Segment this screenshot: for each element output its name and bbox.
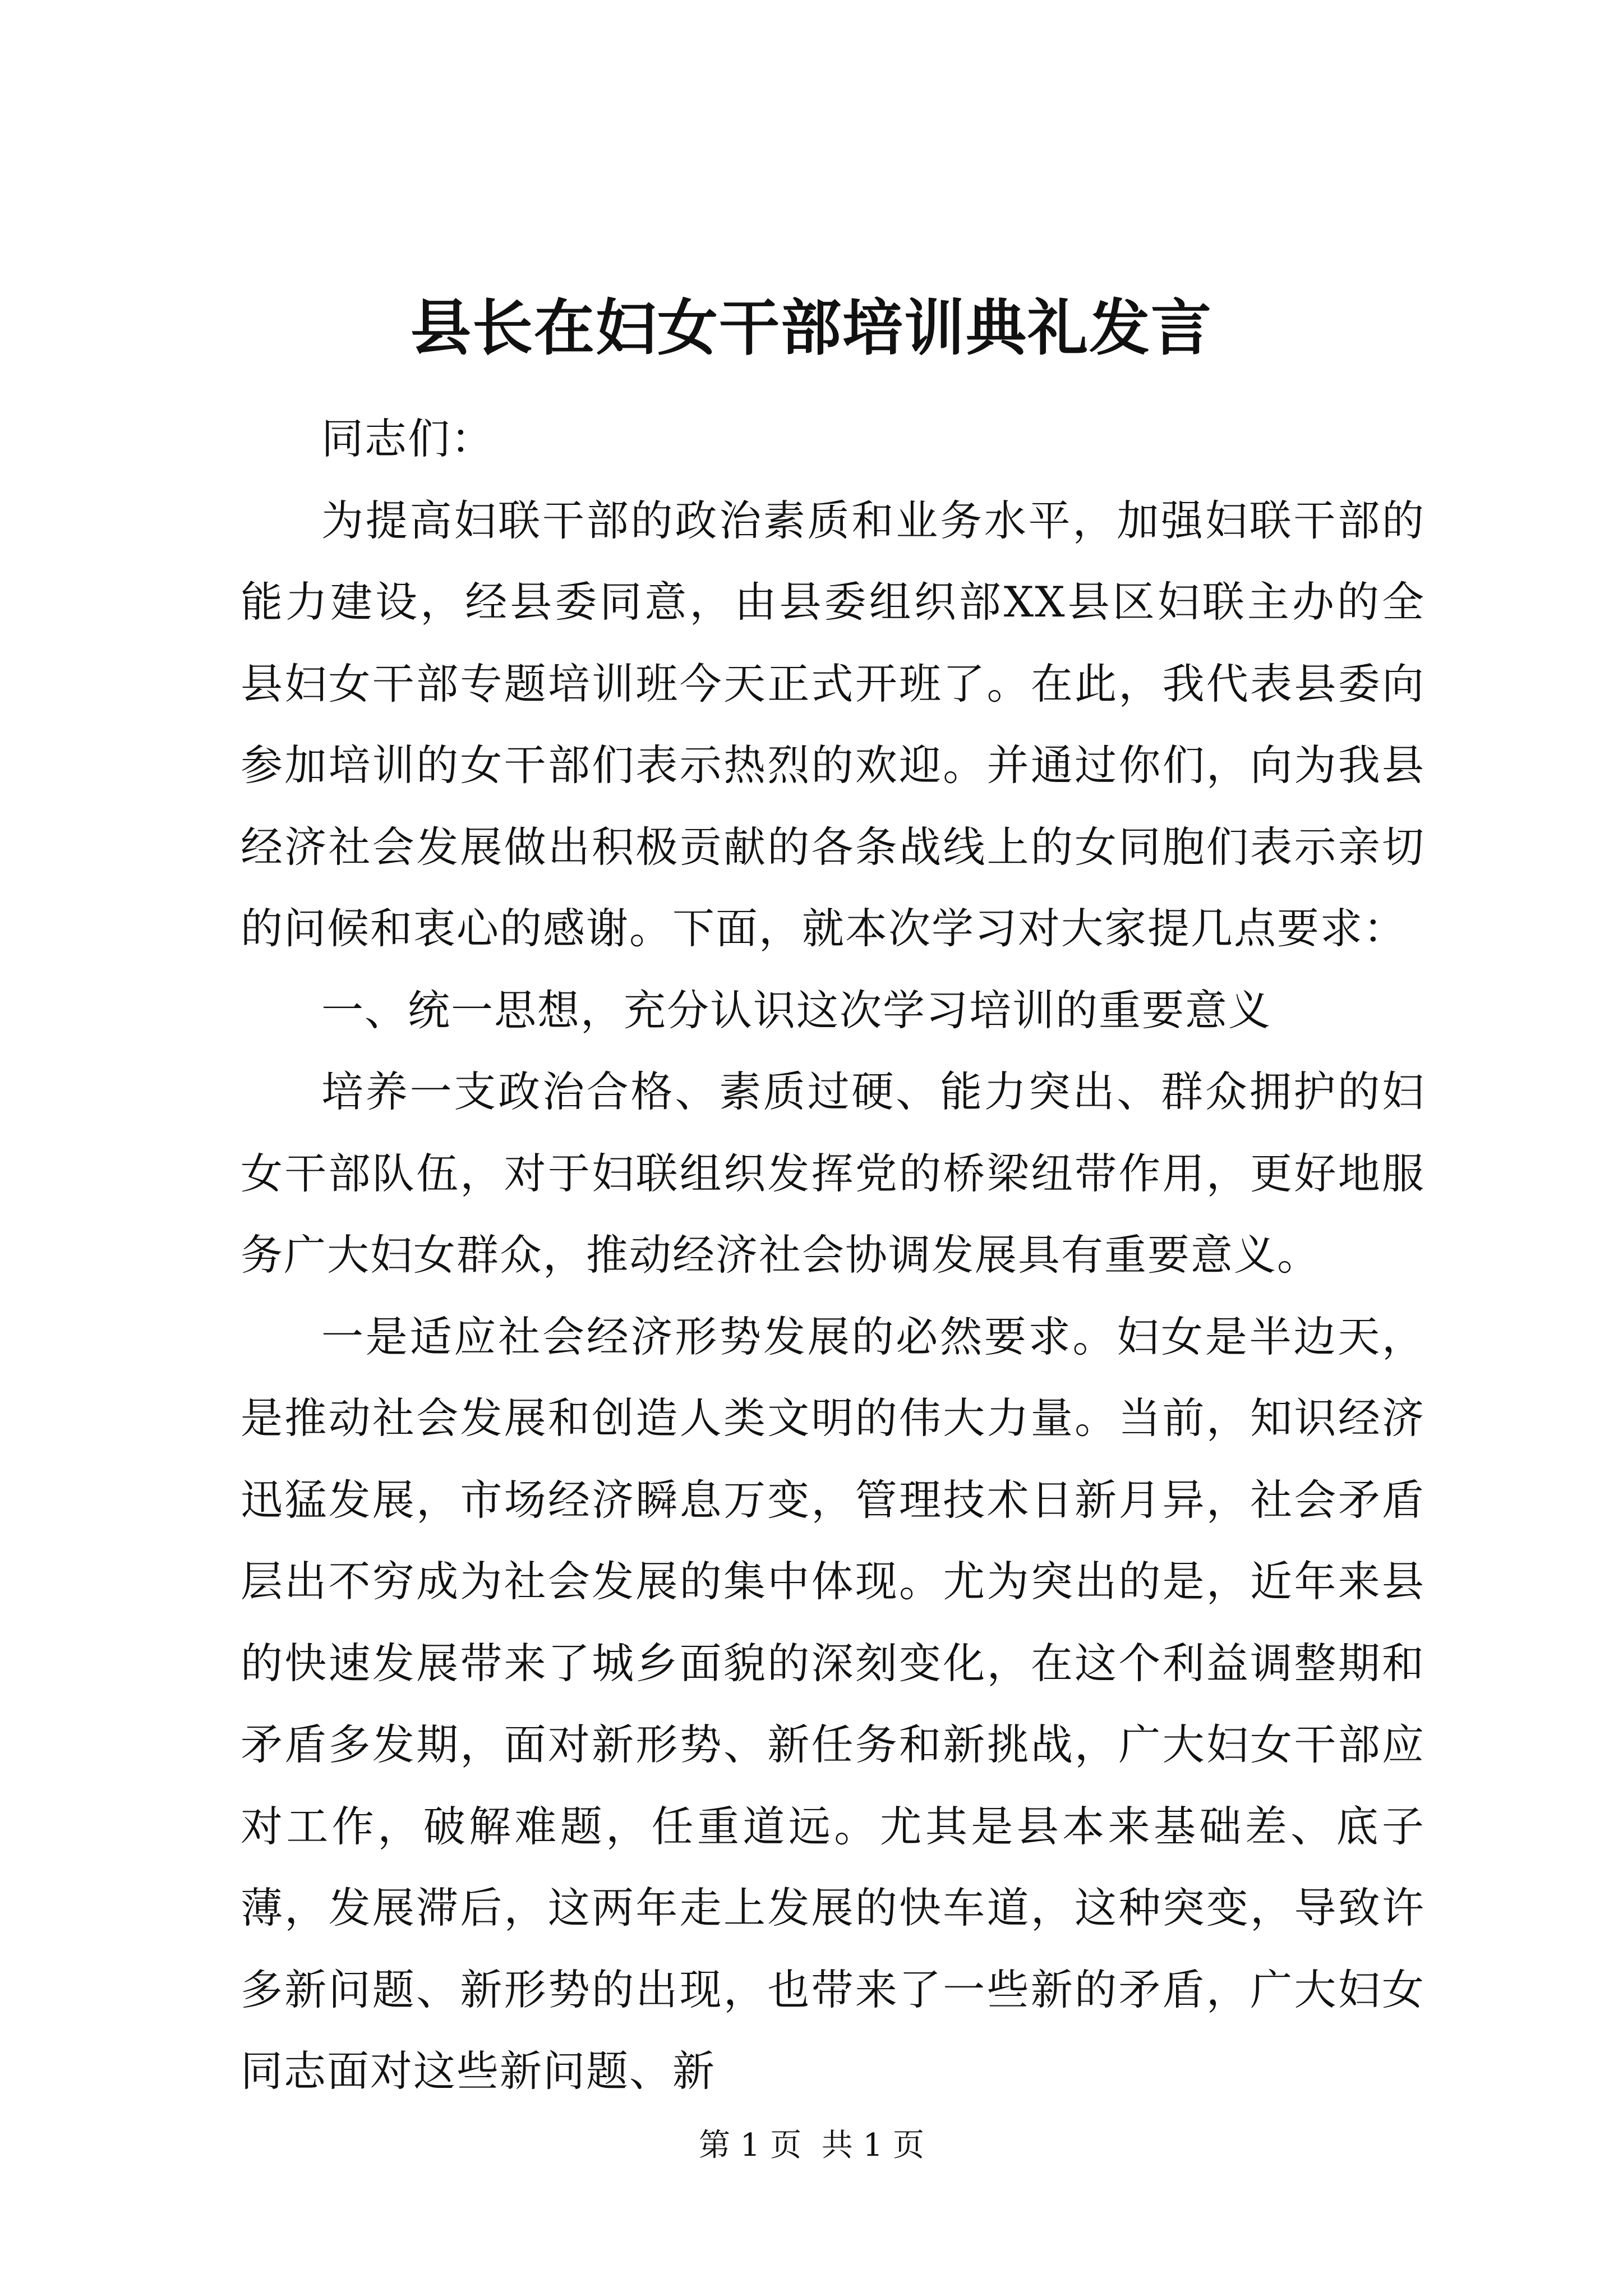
document-title: 县长在妇女干部培训典礼发言 (410, 293, 1212, 364)
paragraph-section-body: 培养一支政治合格、素质过硬、能力突出、群众拥护的妇女干部队伍，对于妇联组织发挥党的桥梁纽带作用，更好地服务广大妇女群众，推动经济社会协调发展具有重要意义。 (241, 1067, 1425, 1280)
paragraph-intro: 为提高妇联干部的政治素质和业务水平，加强妇联干部的能力建设，经县委同意，由县委组织部XX县区妇联主办的全县妇女干部专题培训班今天正式开班了。在此，我代表县委向参加培训的女干部们表示热烈的欢迎。并通过你们，向为我县经济社会发展做出积极贡献的各条战线上的女同胞们表示亲切的问候和衷心的感谢。下面，就本次学习对大家提几点要求： (241, 495, 1425, 953)
paragraph-section-heading: 一、统一思想，充分认识这次学习培训的重要意义 (321, 985, 1272, 1035)
page-number: 第 1 页 共 1 页 (698, 2127, 925, 2164)
document-body (241, 398, 1425, 2113)
paragraph-salutation: 同志们： (321, 414, 495, 463)
page-footer (0, 2123, 1623, 2168)
paragraph-point-one: 一是适应社会经济形势发展的必然要求。妇女是半边天，是推动社会发展和创造人类文明的伟大力量。当前，知识经济迅猛发展，市场经济瞬息万变，管理技术日新月异，社会矛盾层出不穷成为社会发展的集中体现。尤为突出的是，近年来县的快速发展带来了城乡面貌的深刻变化，在这个利益调整期和矛盾多发期，面对新形势、新任务和新挑战，广大妇女干部应对工作，破解难题，任重道远。尤其是县本来基础差、底子薄，发展滞后，这两年走上发展的快车道，这种突变，导致许多新问题、新形势的出现，也带来了一些新的矛盾，广大妇女同志面对这些新问题、新 (241, 1312, 1425, 2096)
